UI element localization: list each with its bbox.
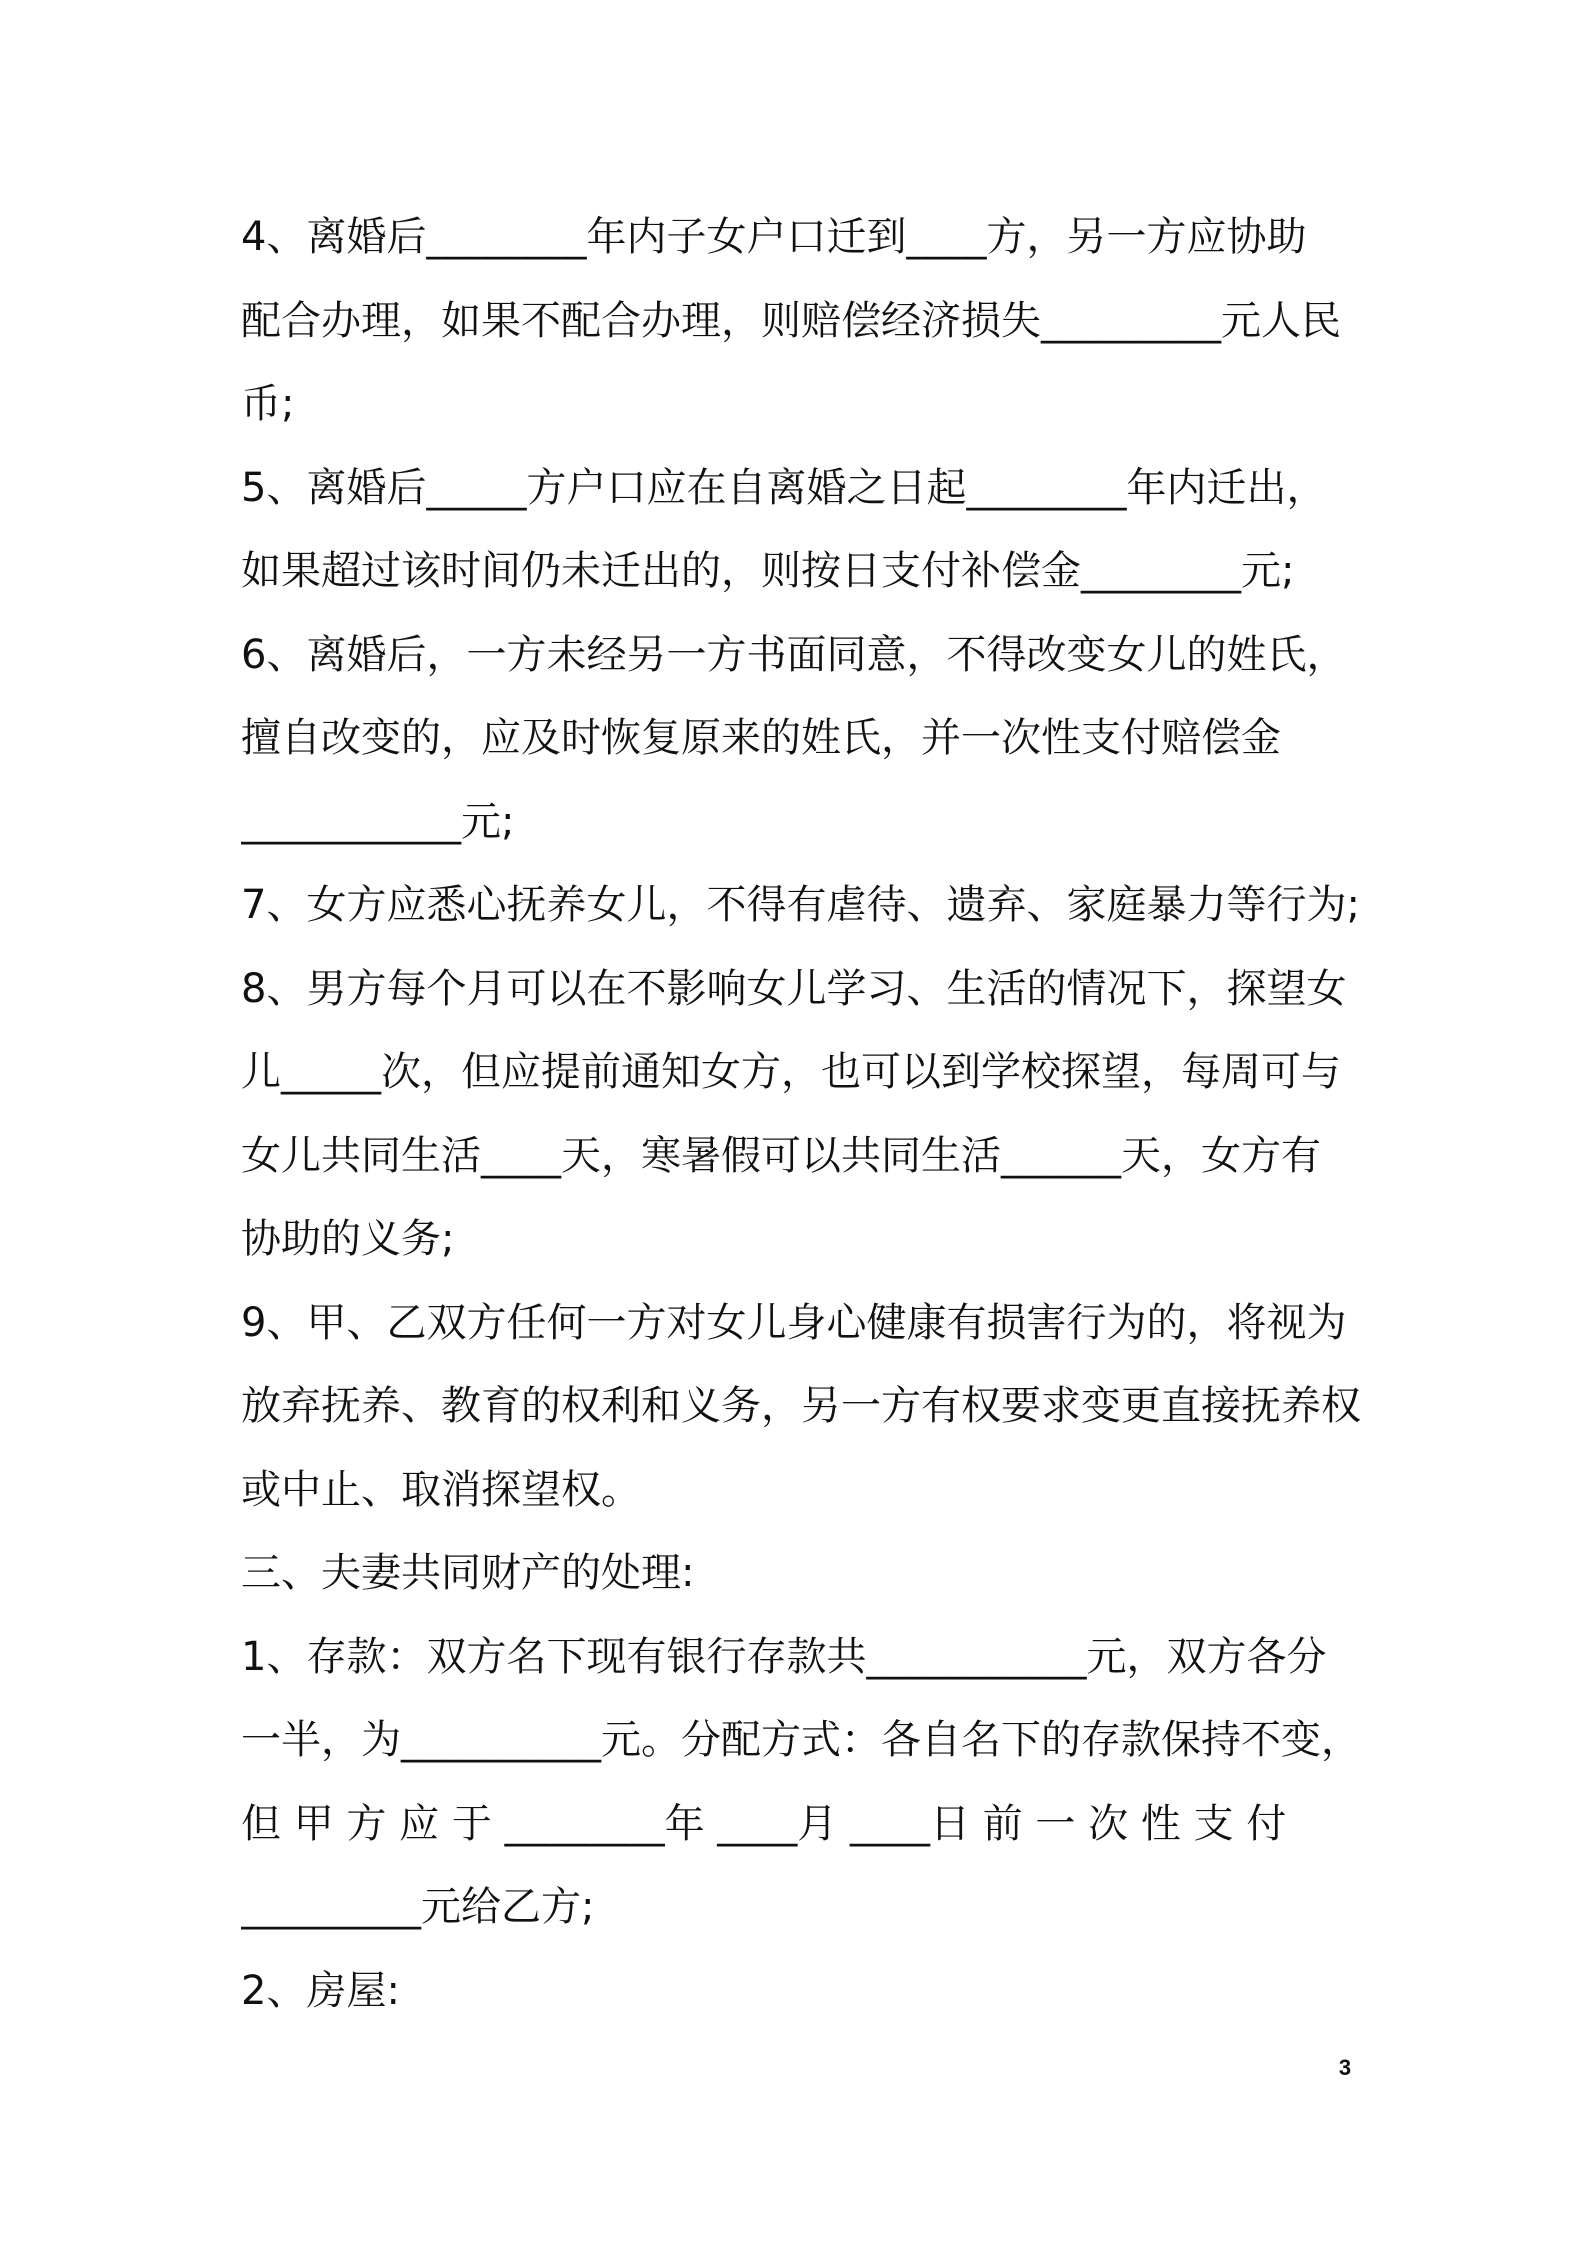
text-line: _________元给乙方; <box>241 1884 595 1930</box>
text-line: 擅自改变的，应及时恢复原来的姓氏，并一次性支付赔偿金 <box>241 715 1281 761</box>
text-line: 2、房屋: <box>241 1967 400 2014</box>
text-line: 但 甲 方 应 于 ________年 ____月 ____日 前 一 次 性 支 付 <box>241 1800 1287 1847</box>
text-line: 儿_____次，但应提前通知女方，也可以到学校探望，每周可与 <box>241 1049 1341 1095</box>
text-line: 一半，为__________元。分配方式：各自名下的存款保持不变， <box>241 1717 1361 1763</box>
text-line: 6、离婚后，一方未经另一方书面同意，不得改变女儿的姓氏， <box>241 631 1347 678</box>
text-line: 5、离婚后_____方户口应在自离婚之日起________年内迁出， <box>241 464 1327 511</box>
text-line: 8、男方每个月可以在不影响女儿学习、生活的情况下，探望女 <box>241 965 1347 1012</box>
text-line: 4、离婚后________年内子女户口迁到____方，另一方应协助 <box>241 214 1307 260</box>
section-heading: 三、夫妻共同财产的处理: <box>241 1550 695 1596</box>
text-line: ___________元; <box>241 798 515 845</box>
text-line: 放弃抚养、教育的权利和义务，另一方有权要求变更直接抚养权 <box>241 1383 1361 1429</box>
text-line: 7、女方应悉心抚养女儿，不得有虐待、遗弃、家庭暴力等行为; <box>241 882 1360 928</box>
text-line: 币; <box>241 381 295 427</box>
text-line: 或中止、取消探望权。 <box>241 1466 641 1513</box>
text-line: 如果超过该时间仍未迁出的，则按日支付补偿金________元; <box>241 548 1295 594</box>
text-line: 9、甲、乙双方任何一方对女儿身心健康有损害行为的，将视为 <box>241 1299 1347 1346</box>
text-line: 1、存款：双方名下现有银行存款共___________元，双方各分 <box>241 1633 1327 1680</box>
text-line: 女儿共同生活____天，寒暑假可以共同生活______天，女方有 <box>241 1132 1321 1179</box>
document-body <box>241 196 1361 2033</box>
text-line: 配合办理，如果不配合办理，则赔偿经济损失_________元人民 <box>241 297 1341 344</box>
text-line: 协助的义务; <box>241 1216 455 1262</box>
page-number: 3 <box>1338 2055 1352 2080</box>
